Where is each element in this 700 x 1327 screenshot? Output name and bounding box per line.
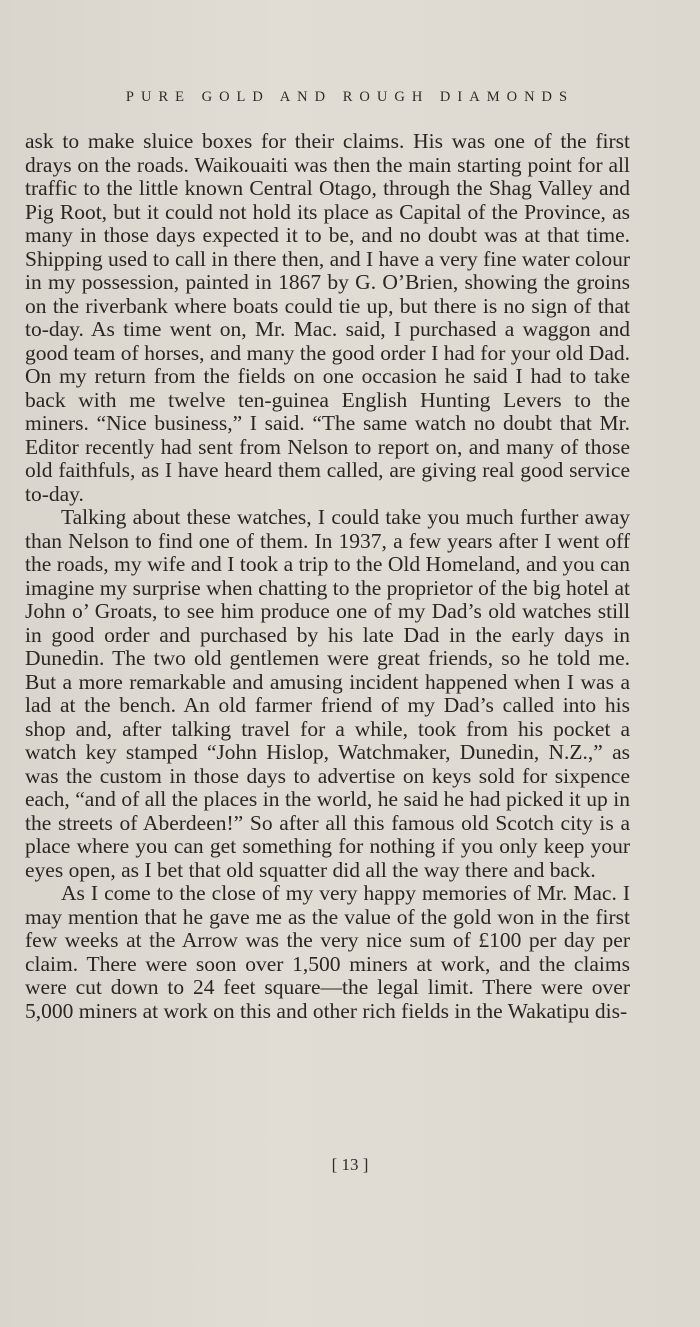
paragraph-1: ask to make sluice boxes for their claims. His was one of the first drays on the roads. Waikouaiti was then the main starting point for all traffic to the little known Central Otago, through the Shag Valley and Pig Root, but it could not hold its place as Capital of the Province, as many in those days expected it to be, and no doubt was at that time. Shipping used to call in there then, and I have a very fine water colour in my possession, painted in 1867 by G. O’Brien, showing the groins on the riverbank where boats could tie up, but there is no sign of that to-day. As time went on, Mr. Mac. said, I purchased a waggon and good team of horses, and many the good order I had for your old Dad. On my return from the fields on one occasion he said I had to take back with me twelve ten-guinea English Hunting Levers to the miners. “Nice business,” I said. “The same watch no doubt that Mr. Editor recently had sent from Nelson to report on, and many of those old faithfuls, as I have heard them called, are giving real good service to-day. — [25, 129, 630, 506]
page-number: [ 13 ] — [331, 1155, 369, 1174]
paragraph-2: Talking about these watches, I could take you much further away than Nelson to find one of them. In 1937, a few years after I went off the roads, my wife and I took a trip to the Old Homeland, and you can imagine my surprise when chatting to the proprietor of the big hotel at John o’ Groats, to see him produce one of my Dad’s old watches still in good order and purchased by his late Dad in the early days in Dunedin. The two old gentlemen were great friends, so he told me. But a more remarkable and amusing incident happened when I was a lad at the bench. An old farmer friend of my Dad’s called into his shop and, after talking travel for a while, took from his pocket a watch key stamped “John Hislop, Watchmaker, Dunedin, N.Z.,” as was the custom in those days to advertise on keys sold for sixpence each, “and of all the places in the world, he said he had picked it up in the streets of Aberdeen!” So after all this famous old Scotch city is a place where you can get something for nothing if you only keep your eyes open, as I bet that old squatter did all the way there and back. — [25, 505, 630, 882]
body-text — [25, 130, 630, 1023]
paragraph-3: As I come to the close of my very happy memories of Mr. Mac. I may mention that he gave me as the value of the gold won in the first few weeks at the Arrow was the very nice sum of £100 per day per claim. There were soon over 1,500 miners at work, and the claims were cut down to 24 feet square—the legal limit. There were over 5,000 miners at work on this and other rich fields in the Wakatipu dis- — [25, 881, 630, 1023]
running-head: PURE GOLD AND ROUGH DIAMONDS — [125, 89, 575, 105]
